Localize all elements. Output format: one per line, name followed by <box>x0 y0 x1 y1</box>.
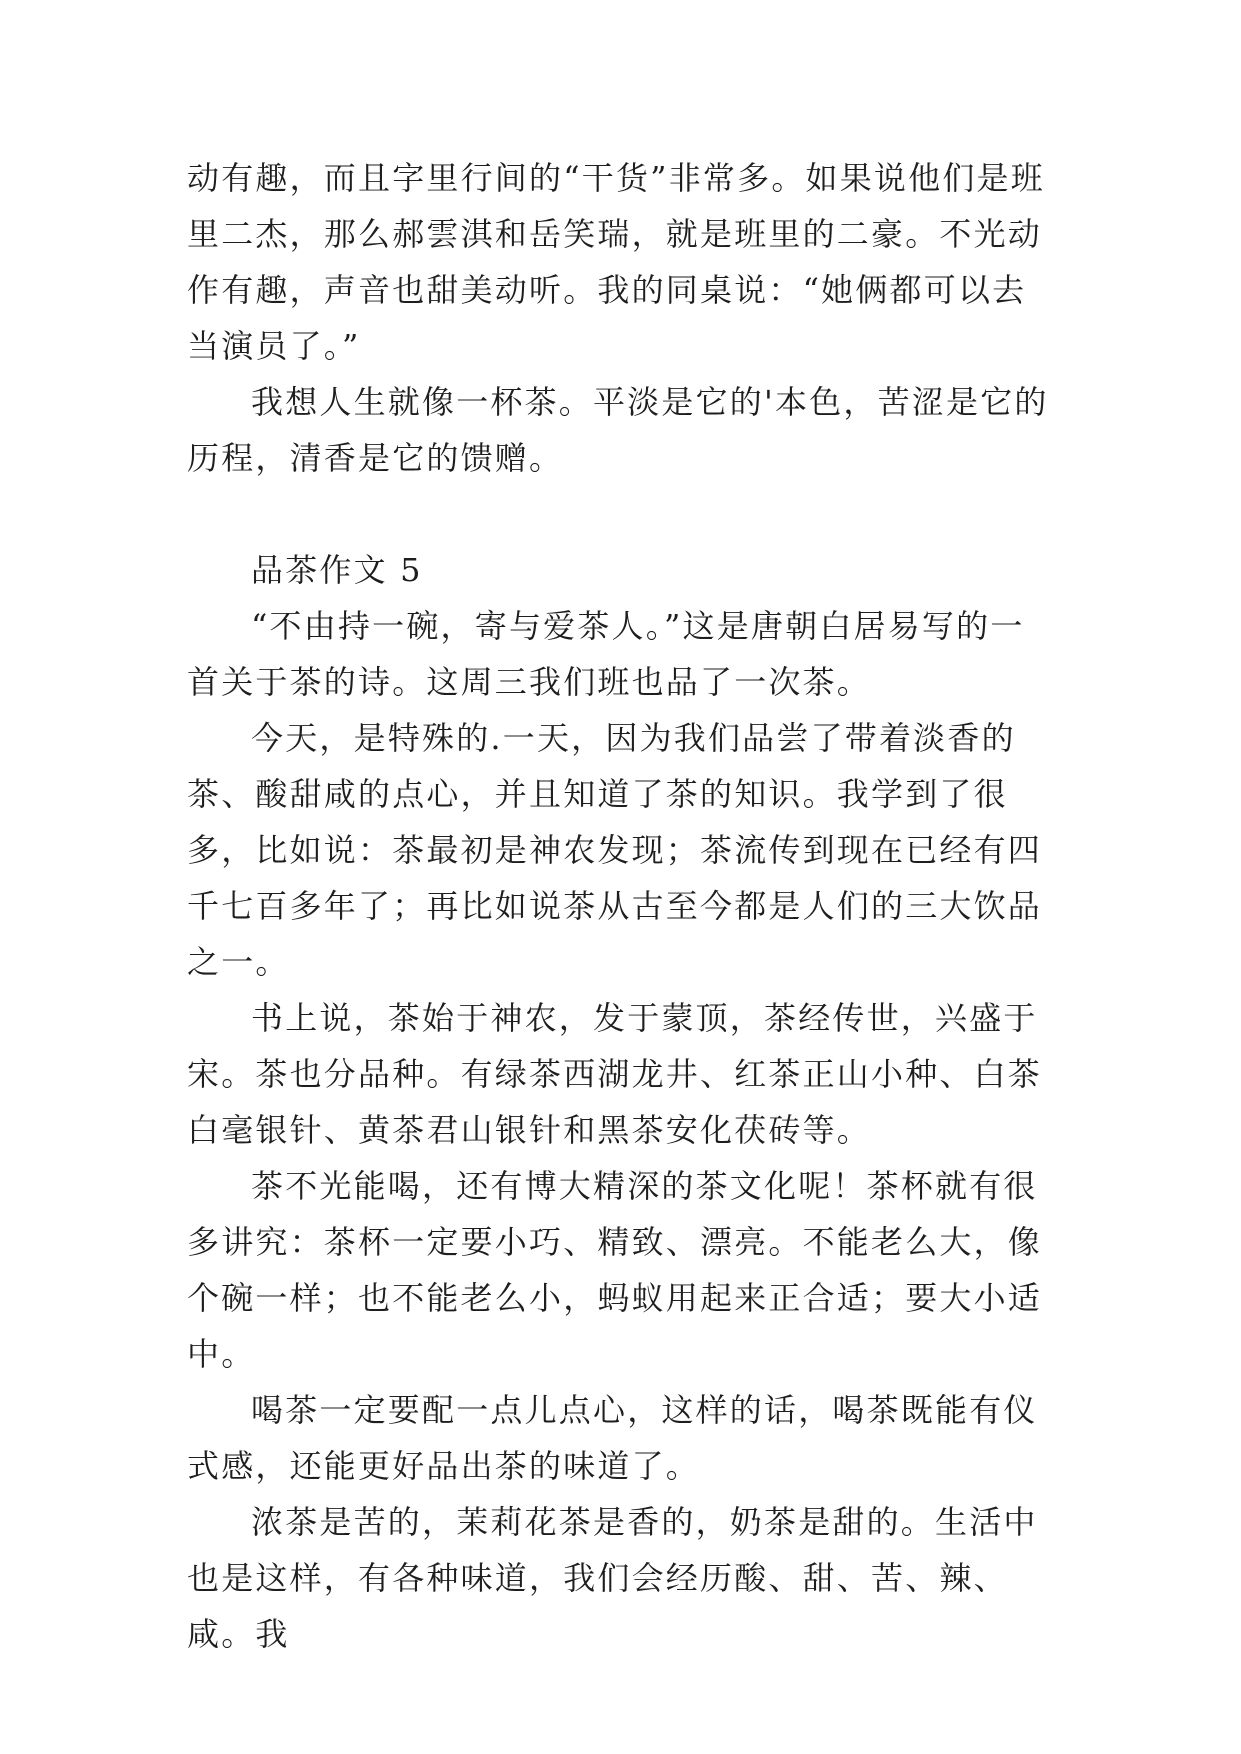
continued-paragraph: 动有趣，而且字里行间的“干货”非常多。如果说他们是班里二杰，那么郝雲淇和岳笑瑞，就是班里的二豪。不光动作有趣，声音也甜美动听。我的同桌说：“她俩都可以去当演员了。” <box>187 159 1045 365</box>
document-body <box>187 150 1057 1662</box>
essay-title: 品茶作文 5 <box>251 551 423 589</box>
closing-paragraph: 我想人生就像一杯茶。平淡是它的'本色，苦涩是它的历程，清香是它的馈赠。 <box>187 383 1049 477</box>
paragraph-6: 浓茶是苦的，茉莉花茶是香的，奶茶是甜的。生活中也是这样，有各种味道，我们会经历酸、甜、苦、辣、咸。我 <box>187 1503 1038 1653</box>
paragraph-1: “不由持一碗，寄与爱茶人。”这是唐朝白居易写的一首关于茶的诗。这周三我们班也品了一次茶。 <box>187 607 1025 701</box>
paragraph-5: 喝茶一定要配一点儿点心，这样的话，喝茶既能有仪式感，还能更好品出茶的味道了。 <box>187 1391 1038 1485</box>
paragraph-3: 书上说，茶始于神农，发于蒙顶，茶经传世，兴盛于宋。茶也分品种。有绿茶西湖龙井、红茶正山小种、白茶白毫银针、黄茶君山银针和黑茶安化茯砖等。 <box>187 999 1043 1149</box>
paragraph-2: 今天，是特殊的.一天，因为我们品尝了带着淡香的茶、酸甜咸的点心，并且知道了茶的知识。我学到了很多，比如说：茶最初是神农发现；茶流传到现在已经有四千七百多年了；再比如说茶从古至今都是人们的三大饮品之一。 <box>187 719 1043 981</box>
paragraph-4: 茶不光能喝，还有博大精深的茶文化呢！茶杯就有很多讲究：茶杯一定要小巧、精致、漂亮。不能老么大，像个碗一样；也不能老么小，蚂蚁用起来正合适；要大小适中。 <box>187 1167 1043 1373</box>
